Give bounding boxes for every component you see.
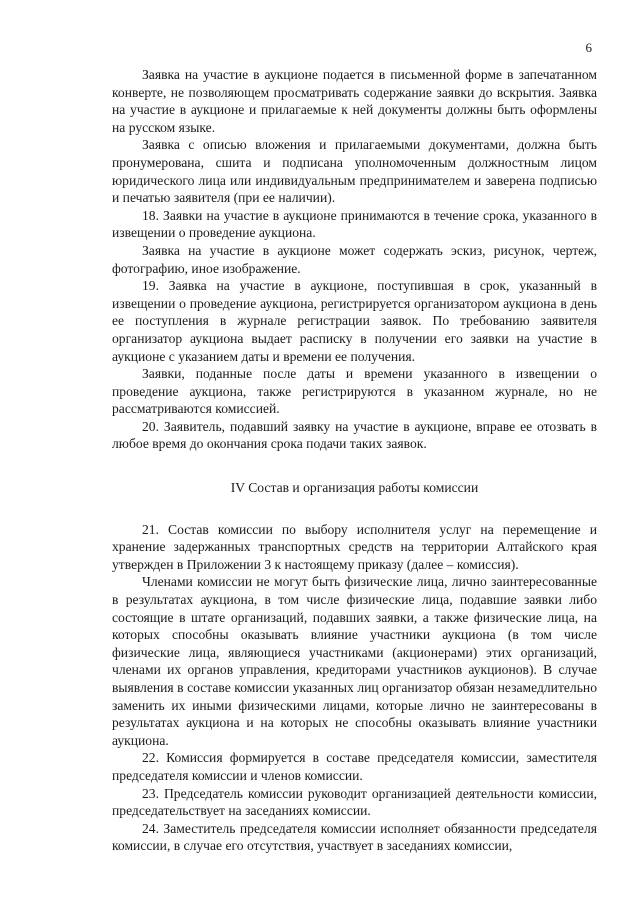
paragraph-23: 23. Председатель комиссии руководит организацией деятельности комиссии, председательствует на заседаниях комиссии. (112, 785, 597, 819)
paragraph-24: 24. Заместитель председателя комиссии исполняет обязанности председателя комиссии, в случае его отсутствия, участвует в заседаниях комиссии, (112, 820, 597, 854)
paragraph-18: 18. Заявки на участие в аукционе принимаются в течение срока, указанного в извещении о проведение аукциона. (112, 207, 597, 241)
paragraph-application-form: Заявка на участие в аукционе подается в письменной форме в запечатанном конверте, не позволяющем просматривать содержание заявки до вскрытия. Заявка на участие в аукционе и прилагаемые к ней документы должны быть оформлены на русском языке. (112, 67, 597, 135)
paragraph-late-applications: Заявки, поданные после даты и времени указанного в извещении о проведение аукциона, также регистрируются в указанном журнале, но не рассматриваются комиссией. (112, 366, 597, 417)
document-body (112, 66, 597, 855)
paragraph-application-inventory: Заявка с описью вложения и прилагаемыми документами, должна быть пронумерована, сшита и подписана уполномоченным должностным лицом юридического лица или индивидуальным предпринимателем и заверена подписью и печатью заявителя (при ее наличии). (112, 137, 597, 206)
paragraph-19: 19. Заявка на участие в аукционе, поступившая в срок, указанный в извещении о проведение аукциона, регистрируется организатором аукциона в день ее поступления в журнале регистрации заявок. По требованию заявителя организатор аукциона выдает расписку в получении его заявки на участие в аукционе с указанием даты и времени ее получения. (112, 278, 597, 364)
paragraph-application-sketch: Заявка на участие в аукционе может содержать эскиз, рисунок, чертеж, фотографию, иное изображение. (112, 242, 597, 276)
paragraph-20: 20. Заявитель, подавший заявку на участие в аукционе, вправе ее отозвать в любое время до окончания срока подачи таких заявок. (112, 418, 597, 452)
paragraph-21: 21. Состав комиссии по выбору исполнителя услуг на перемещение и хранение задержанных транспортных средств на территории Алтайского края утвержден в Приложении 3 к настоящему приказу (далее – комиссия). (112, 521, 597, 572)
page-number: 6 (585, 40, 592, 55)
paragraph-22: 22. Комиссия формируется в составе председателя комиссии, заместителя председателя комиссии и членов комиссии. (112, 750, 597, 783)
paragraph-commission-members: Членами комиссии не могут быть физические лица, лично заинтересованные в результатах аукциона, в том числе физические лица, подавшие заявки либо состоящие в штате организаций, подавших заявки, а также физические лица, на которых способны оказывать влияние участники аукциона (в том числе физические лица, являющиеся участниками (акционерами) этих организаций, членами их органов управления, кредиторами участников аукционов). В случае выявления в составе комиссии указанных лиц организатор обязан незамедлительно заменить их иными физическими лицами, которые лично не заинтересованы в результатах аукциона и на которых не способны оказывать влияние участники аукциона. (112, 574, 597, 748)
section-heading: IV Состав и организация работы комиссии (230, 480, 479, 496)
